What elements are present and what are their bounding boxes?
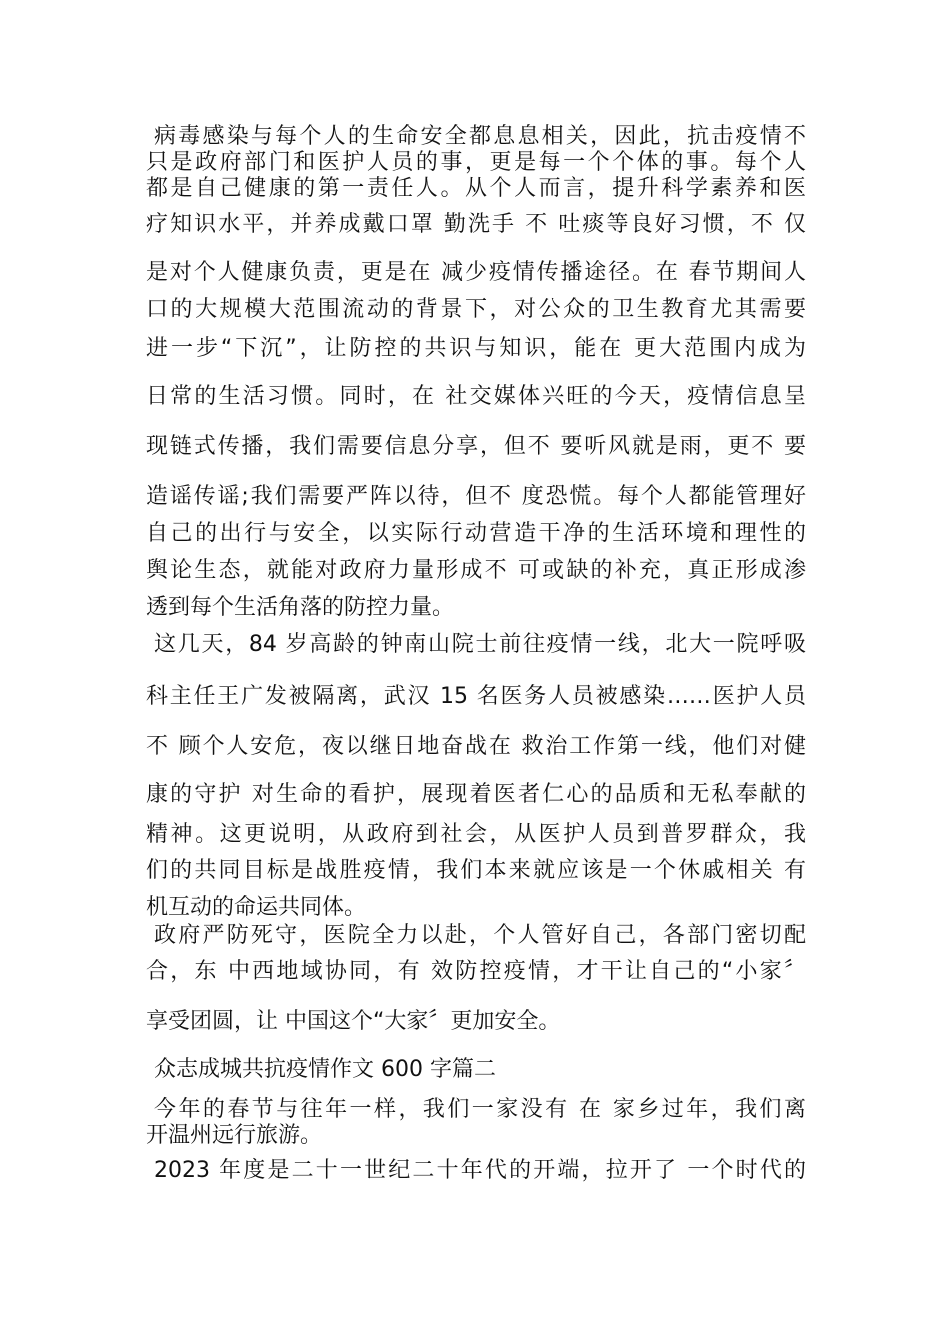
text-line: 今年的春节与往年一样，我们一家没有 在 家乡过年，我们离 — [154, 1097, 806, 1122]
text-line: 透到每个生活角落的防控力量。 — [146, 595, 455, 620]
text-line: 享受团圆，让 中国这个“大家〞更加安全。 — [146, 1009, 561, 1034]
text-line: 自己的出行与安全，以实际行动营造干净的生活环境和理性的 — [146, 521, 806, 546]
text-line: 不 顾个人安危，夜以继日地奋战在 救治工作第一线，他们对健 — [146, 734, 806, 759]
text-line: 口的大规模大范围流动的背景下，对公众的卫生教育尤其需要 — [146, 297, 806, 322]
text-line: 是对个人健康负责，更是在 减少疫情传播途径。在 春节期间人 — [146, 260, 806, 285]
text-line: 科主任王广发被隔离，武汉 15 名医务人员被感染……医护人员 — [146, 684, 806, 709]
text-line: 都是自己健康的第一责任人。从个人而言，提升科学素养和医 — [146, 176, 806, 201]
text-line: 政府严防死守，医院全力以赴，个人管好自己，各部门密切配 — [154, 923, 806, 948]
text-line: 这几天，84 岁高龄的钟南山院士前往疫情一线，北大一院呼吸 — [154, 632, 806, 657]
text-line: 开温州远行旅游。 — [146, 1123, 323, 1148]
text-line: 只是政府部门和医护人员的事，更是每一个个体的事。每个人 — [146, 150, 806, 175]
text-line: 合，东 中西地域协同，有 效防控疫情，才干让自己的“小家〞 — [146, 959, 806, 984]
text-line: 病毒感染与每个人的生命安全都息息相关，因此，抗击疫情不 — [154, 124, 806, 149]
section-heading: 众志成城共抗疫情作文 600 字篇二 — [154, 1057, 496, 1082]
text-line: 现链式传播，我们需要信息分享，但不 要听风就是雨，更不 要 — [146, 434, 806, 459]
text-line: 造谣传谣;我们需要严阵以待，但不 度恐慌。每个人都能管理好 — [146, 484, 806, 509]
text-line: 进一步“下沉”，让防控的共识与知识，能在 更大范围内成为 — [146, 336, 806, 361]
text-line: 康的守护 对生命的看护，展现着医者仁心的品质和无私奉献的 — [146, 782, 806, 807]
text-line: 们的共同目标是战胜疫情，我们本来就应该是一个休戚相关 有 — [146, 858, 806, 883]
text-line: 疗知识水平，并养成戴口罩 勤洗手 不 吐痰等良好习惯，不 仅 — [146, 212, 806, 237]
text-line: 日常的生活习惯。同时，在 社交媒体兴旺的今天，疫情信息呈 — [146, 384, 806, 409]
text-line: 舆论生态，就能对政府力量形成不 可或缺的补充，真正形成渗 — [146, 558, 806, 583]
text-line: 机互动的命运共同体。 — [146, 895, 367, 920]
text-line: 精神。这更说明，从政府到社会，从医护人员到普罗群众，我 — [146, 822, 806, 847]
text-line: 2023 年度是二十一世纪二十年代的开端，拉开了 一个时代的 — [154, 1158, 806, 1183]
